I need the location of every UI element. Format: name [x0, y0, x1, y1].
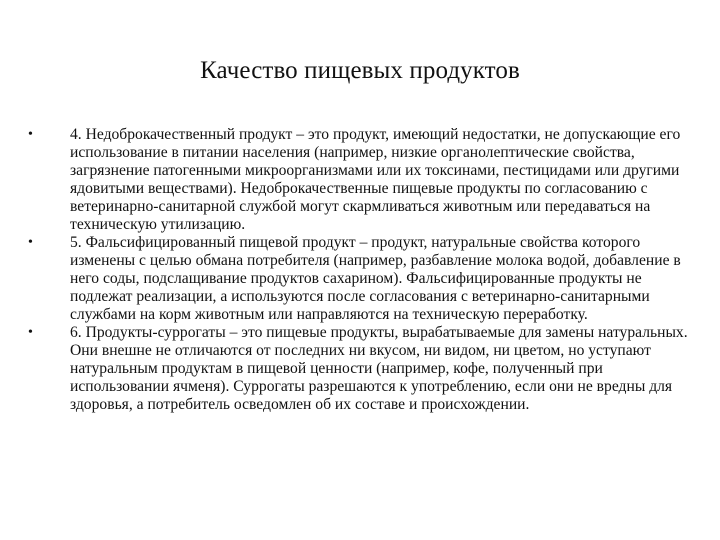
- bullet-item-4: [24, 126, 694, 234]
- bullet-text: 5. Фальсифицированный пищевой продукт – продукт, натуральные свойства которого изменены с целью обмана потребителя (например, разбавление молока водой, добавление в него соды, подслащивание продуктов сахарином). Фальсифицированные продукты не подлежат реализации, а используются после согласования с ветеринарно-санитарными службами на корм животным или направляются на техническую переработку.: [70, 234, 681, 323]
- bullet-list: [24, 126, 694, 414]
- bullet-icon: •: [28, 325, 33, 340]
- bullet-icon: •: [28, 235, 33, 250]
- bullet-item-6: [24, 324, 694, 414]
- bullet-icon: •: [28, 127, 33, 142]
- bullet-text: 6. Продукты-суррогаты – это пищевые продукты, вырабатываемые для замены натуральных. Они внешне не отличаются от последних ни вкусом, ни видом, ни цветом, но уступают натуральным продуктам в пищевой ценности (например, кофе, полученный при использовании ячменя). Суррогаты разрешаются к употреблению, если они не вредны для здоровья, а потребитель осведомлен об их составе и происхождении.: [70, 324, 688, 413]
- slide-title: Качество пищевых продуктов: [200, 57, 520, 84]
- bullet-text: 4. Недоброкачественный продукт – это продукт, имеющий недостатки, не допускающие его использование в питании населения (например, низкие органолептические свойства, загрязнение патогенными микроорганизмами или их токсинами, пестицидами или другими ядовитыми веществами). Недоброкачественные пищевые продукты по согласованию с ветеринарно-санитарной службой могут скармливаться животным или передаваться на техническую утилизацию.: [70, 126, 681, 233]
- bullet-item-5: [24, 234, 694, 324]
